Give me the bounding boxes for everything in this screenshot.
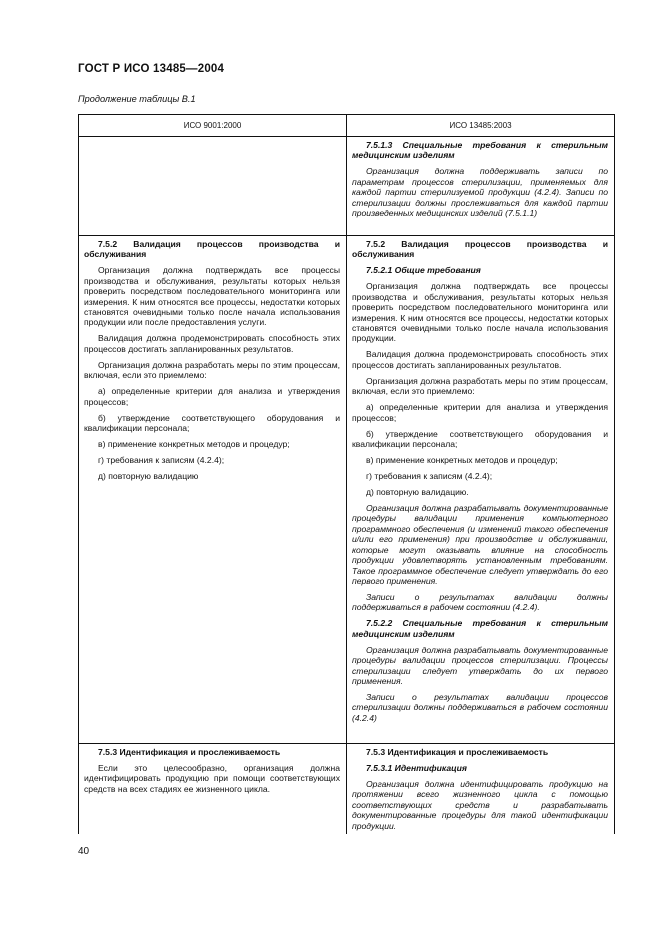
column-header-iso9001: ИСО 9001:2000 xyxy=(183,121,242,130)
section-heading: 7.5.2 Валидация процессов производства и обслуживания xyxy=(352,239,608,260)
list-item: в) применение конкретных методов и процедур; xyxy=(366,455,558,466)
column-header-iso13485: ИСО 13485:2003 xyxy=(449,121,512,130)
list-item: д) повторную валидацию xyxy=(98,471,199,482)
section-heading: 7.5.3 Идентификация и прослеживаемость xyxy=(98,747,281,757)
row3-left-cell xyxy=(84,747,340,800)
paragraph: Записи о результатах валидации должны поддерживаться в рабочем состоянии (4.2.4). xyxy=(352,591,608,613)
comparison-table xyxy=(78,114,615,834)
list-item: д) повторную валидацию. xyxy=(366,487,469,498)
paragraph: Валидация должна продемонстрировать способность этих процессов достигать запланированных результатов. xyxy=(352,349,608,370)
row2-left-cell xyxy=(84,239,340,487)
list-item: а) определенные критерии для анализа и утверждения процессов; xyxy=(352,402,608,423)
paragraph: Если это целесообразно, организация должна идентифицировать продукцию при помощи соответствующих средств на всех стадиях ее жизненного цикла. xyxy=(84,763,340,794)
subsection-heading: 7.5.2.1 Общие требования xyxy=(366,265,481,276)
paragraph: Организация должна поддерживать записи по параметрам процессов стерилизации, применяемых для каждой партии стерилизуемой продукции (4.2.4). Записи по стерилизации должны прослеживаться для каждой партии произведенных медицинских изделий (7.5.1.1) xyxy=(352,166,608,219)
section-heading: 7.5.2 Валидация процессов производства и обслуживания xyxy=(84,239,340,260)
list-item: г) требования к записям (4.2.4); xyxy=(366,471,493,482)
subsection-heading: 7.5.2.2 Специальные требования к стерильным медицинским изделиям xyxy=(352,618,608,639)
list-item: г) требования к записям (4.2.4); xyxy=(98,455,225,466)
row3-right-cell xyxy=(352,747,608,837)
paragraph: Валидация должна продемонстрировать способность этих процессов достигать запланированных результатов. xyxy=(84,333,340,354)
row2-right-cell xyxy=(352,239,608,729)
document-title: ГОСТ Р ИСО 13485—2004 xyxy=(78,63,225,75)
subsection-heading: 7.5.3.1 Идентификация xyxy=(366,763,467,773)
row-divider xyxy=(79,235,614,236)
paragraph: Записи о результатах валидации процессов стерилизации должны поддерживаться в рабочем состоянии (4.2.4) xyxy=(352,691,608,723)
row-divider xyxy=(79,743,614,744)
list-item: б) утверждение соответствующего оборудования и квалификации персонала; xyxy=(84,412,340,434)
section-heading: 7.5.3 Идентификация и прослеживаемость xyxy=(366,747,549,757)
paragraph: Организация должна разработать меры по этим процессам, включая, если это приемлемо: xyxy=(352,375,608,397)
paragraph: Организация должна подтверждать все процессы производства и обслуживания, результаты которых нельзя проверить посредством последовательного мониторинга или измерения. К ним относятся все процессы, недостатки которых становятся очевидными только после начала использования продукции или после предоставления услуги. xyxy=(84,265,340,328)
section-heading: 7.5.1.3 Специальные требования к стерильным медицинским изделиям xyxy=(352,140,608,161)
page-number: 40 xyxy=(78,846,90,857)
list-item: б) утверждение соответствующего оборудования и квалификации персонала; xyxy=(352,428,608,450)
paragraph: Организация должна подтверждать все процессы производства и обслуживания, результаты которых нельзя проверить посредством последовательного мониторинга или измерения. К ним относятся все процессы, недостатки которых становятся очевидными только после начала использования продукции. xyxy=(352,281,608,344)
column-divider xyxy=(346,115,347,834)
paragraph: Организация должна разработать меры по этим процессам, включая, если это приемлемо: xyxy=(84,359,340,381)
paragraph: Организация должна разрабатывать документированные процедуры валидации процессов стерилизации. Процессы стерилизации следует утверждать до их первого применения. xyxy=(352,644,608,686)
paragraph: Организация должна идентифицировать продукцию на протяжении всего жизненного цикла с помощью соответствующих средств и разрабатывать документированные процедуры для такой идентификации продукции. xyxy=(352,779,608,831)
table-continuation-label: Продолжение таблицы В.1 xyxy=(78,94,196,104)
paragraph: Организация должна разрабатывать документированные процедуры валидации применения компьютерного программного обеспечения (и изменений такого обеспечения и/или его применения) при производстве и обслуживании, которые могут оказывать влияние на способность продукции удовлетворять установленным требованиям. Такое программное обеспечение следует утверждать до его первого применения. xyxy=(352,503,608,586)
row1-right-cell xyxy=(352,140,608,224)
list-item: в) применение конкретных методов и процедур; xyxy=(98,439,290,450)
list-item: а) определенные критерии для анализа и утверждения процессов; xyxy=(84,386,340,407)
